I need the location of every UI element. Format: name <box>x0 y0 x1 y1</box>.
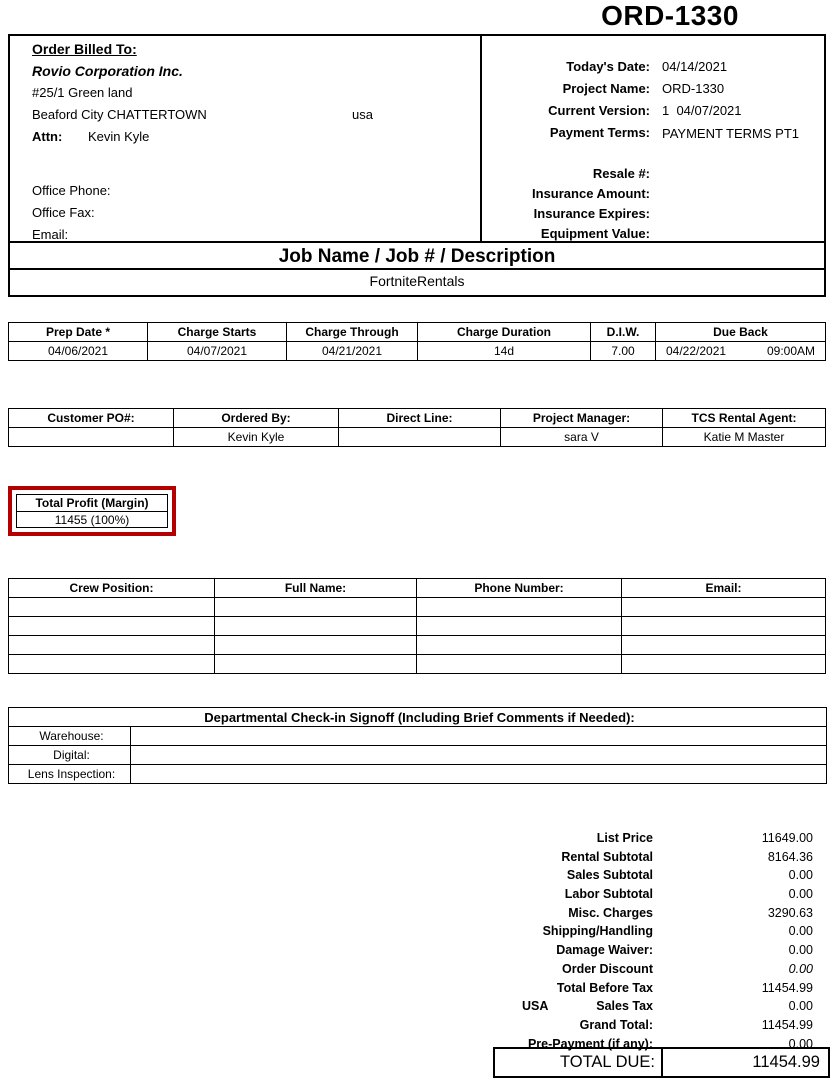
crew-empty-row <box>9 655 826 674</box>
list-price-value: 11649.00 <box>761 831 813 845</box>
spacer <box>32 148 480 180</box>
attn-label: Attn: <box>32 129 63 144</box>
total-before-tax-label: Total Before Tax <box>556 980 653 995</box>
billing-header-cells <box>10 36 824 241</box>
due-back-time: 09:00AM <box>766 344 815 358</box>
pre-payment-value: 0.00 <box>788 1036 813 1051</box>
crew-empty-cell <box>622 598 826 617</box>
project-name-label: Project Name: <box>562 81 650 96</box>
list-price-label: List Price <box>596 831 653 845</box>
total-due-label: TOTAL DUE: <box>495 1049 663 1076</box>
payment-terms-label: Payment Terms: <box>549 125 650 140</box>
contacts-header-row <box>9 409 826 428</box>
info-row-equipment-value <box>482 224 824 244</box>
billed-to-country: usa <box>352 107 373 122</box>
digital-label: Digital: <box>9 746 131 765</box>
signoff-row-lens-inspection <box>9 765 827 784</box>
billed-to-section <box>10 36 480 241</box>
crew-position-header: Crew Position: <box>9 579 215 598</box>
equipment-value-label: Equipment Value: <box>540 226 650 241</box>
billing-header-box <box>8 34 826 297</box>
crew-header-row <box>9 579 826 598</box>
totals-row-damage-waiver <box>8 941 813 960</box>
crew-empty-cell <box>622 636 826 655</box>
info-row-payment-terms <box>482 122 824 164</box>
totals-row-misc-charges <box>8 904 813 923</box>
crew-email-header: Email: <box>622 579 826 598</box>
ordered-by-header: Ordered By: <box>174 409 339 428</box>
sales-tax-value: 0.00 <box>788 999 813 1014</box>
crew-empty-cell <box>417 655 622 674</box>
crew-empty-cell <box>417 636 622 655</box>
order-discount-value: 0.00 <box>788 961 813 976</box>
charge-duration-header: Charge Duration <box>418 323 591 342</box>
sales-tax-region: USA <box>522 999 549 1014</box>
signoff-table <box>8 707 827 784</box>
totals-row-total-before-tax <box>8 979 813 998</box>
signoff-header-row <box>9 708 827 727</box>
totals-row-sales-subtotal <box>8 866 813 885</box>
info-row-insurance-expires <box>482 204 824 224</box>
current-version-value: 1 04/07/2021 <box>662 103 742 118</box>
prep-date-value: 04/06/2021 <box>9 342 148 361</box>
direct-line-value <box>339 428 501 447</box>
insurance-expires-label: Insurance Expires: <box>533 206 650 221</box>
charge-through-header: Charge Through <box>287 323 418 342</box>
phone-number-header: Phone Number: <box>417 579 622 598</box>
diw-header: D.I.W. <box>591 323 656 342</box>
email-label: Email: <box>32 227 69 242</box>
prep-date-header: Prep Date * <box>9 323 148 342</box>
crew-empty-cell <box>9 598 215 617</box>
payment-terms-value: PAYMENT TERMS PT1 <box>662 126 800 141</box>
crew-table <box>8 578 826 674</box>
job-name-value: FortniteRentals <box>10 268 824 291</box>
labor-subtotal-label: Labor Subtotal <box>564 887 653 902</box>
signoff-header: Departmental Check-in Signoff (Including Brief Comments if Needed): <box>9 708 827 727</box>
ordered-by-value: Kevin Kyle <box>174 428 339 447</box>
direct-line-header: Direct Line: <box>339 409 501 428</box>
damage-waiver-label: Damage Waiver: <box>556 943 653 958</box>
totals-section <box>8 829 826 1053</box>
todays-date-label: Today's Date: <box>566 59 650 74</box>
schedule-data-row <box>9 342 826 361</box>
insurance-amount-value <box>662 184 824 204</box>
order-info-section <box>480 36 824 241</box>
due-back-value <box>656 342 826 361</box>
rental-agent-header: TCS Rental Agent: <box>663 409 826 428</box>
diw-value: 7.00 <box>591 342 656 361</box>
crew-empty-cell <box>9 636 215 655</box>
shipping-handling-value: 0.00 <box>788 924 813 939</box>
resale-value <box>662 164 824 184</box>
digital-comment-cell <box>131 746 827 765</box>
totals-row-sales-tax <box>8 997 813 1016</box>
crew-empty-cell <box>417 617 622 636</box>
schedule-table <box>8 322 826 361</box>
job-section-header: Job Name / Job # / Description <box>10 241 824 268</box>
due-back-header: Due Back <box>656 323 826 342</box>
insurance-expires-value <box>662 204 824 224</box>
attn-value: Kevin Kyle <box>87 129 150 144</box>
totals-row-rental-subtotal <box>8 848 813 867</box>
damage-waiver-value: 0.00 <box>788 943 813 958</box>
total-due-value: 11454.99 <box>752 1053 820 1071</box>
charge-starts-value: 04/07/2021 <box>148 342 287 361</box>
crew-empty-cell <box>417 598 622 617</box>
sales-subtotal-value: 0.00 <box>788 868 813 883</box>
misc-charges-value: 3290.63 <box>767 905 813 920</box>
charge-through-value: 04/21/2021 <box>287 342 418 361</box>
billed-to-heading: Order Billed To: <box>32 41 137 57</box>
total-before-tax-value: 11454.99 <box>761 980 813 995</box>
crew-empty-row <box>9 617 826 636</box>
shipping-handling-label: Shipping/Handling <box>542 924 653 939</box>
project-manager-header: Project Manager: <box>501 409 663 428</box>
totals-row-shipping-handling <box>8 922 813 941</box>
crew-empty-cell <box>9 617 215 636</box>
crew-empty-cell <box>215 598 417 617</box>
office-phone-label: Office Phone: <box>32 183 111 198</box>
pre-payment-label: Pre-Payment (if any): <box>527 1036 653 1051</box>
totals-row-list-price <box>8 829 813 848</box>
lens-inspection-label: Lens Inspection: <box>9 765 131 784</box>
rental-subtotal-value: 8164.36 <box>767 849 813 864</box>
totals-row-grand-total <box>8 1016 813 1035</box>
due-back-date: 04/22/2021 <box>666 344 727 358</box>
customer-po-header: Customer PO#: <box>9 409 174 428</box>
total-profit-table <box>16 494 168 528</box>
signoff-row-digital <box>9 746 827 765</box>
crew-empty-row <box>9 598 826 617</box>
equipment-value-value <box>662 224 824 244</box>
total-profit-value: 11455 (100%) <box>17 512 168 528</box>
sales-subtotal-label: Sales Subtotal <box>566 868 653 883</box>
current-version-label: Current Version: <box>548 103 650 118</box>
document-title: ORD-1330 <box>601 0 739 31</box>
project-name-value: ORD-1330 <box>662 81 725 96</box>
billed-to-company: Rovio Corporation Inc. <box>32 63 183 79</box>
grand-total-label: Grand Total: <box>579 1017 653 1032</box>
contacts-data-row <box>9 428 826 447</box>
info-row-current-version <box>482 100 824 122</box>
billed-to-city: Beaford City CHATTERTOWN <box>32 107 207 122</box>
crew-empty-cell <box>215 636 417 655</box>
info-row-insurance-amount <box>482 184 824 204</box>
lens-inspection-comment-cell <box>131 765 827 784</box>
info-row-project-name <box>482 78 824 100</box>
labor-subtotal-value: 0.00 <box>788 887 813 902</box>
todays-date-value: 04/14/2021 <box>662 59 728 74</box>
insurance-amount-label: Insurance Amount: <box>532 186 650 201</box>
schedule-header-row <box>9 323 826 342</box>
totals-row-labor-subtotal <box>8 885 813 904</box>
warehouse-comment-cell <box>131 727 827 746</box>
billed-to-address1: #25/1 Green land <box>32 85 133 100</box>
project-manager-value: sara V <box>501 428 663 447</box>
crew-empty-cell <box>622 655 826 674</box>
grand-total-value: 11454.99 <box>761 1017 813 1032</box>
total-profit-header: Total Profit (Margin) <box>17 495 168 512</box>
attn-row <box>32 126 480 148</box>
rental-subtotal-label: Rental Subtotal <box>561 849 653 864</box>
misc-charges-label: Misc. Charges <box>568 905 653 920</box>
resale-label: Resale #: <box>592 166 650 181</box>
crew-empty-cell <box>622 617 826 636</box>
warehouse-label: Warehouse: <box>9 727 131 746</box>
signoff-row-warehouse <box>9 727 827 746</box>
crew-empty-cell <box>215 655 417 674</box>
crew-empty-row <box>9 636 826 655</box>
contacts-table <box>8 408 826 447</box>
info-row-todays-date <box>482 56 824 78</box>
info-row-resale <box>482 164 824 184</box>
charge-starts-header: Charge Starts <box>148 323 287 342</box>
sales-tax-label: Sales Tax <box>596 999 653 1014</box>
office-fax-label: Office Fax: <box>32 205 95 220</box>
crew-empty-cell <box>215 617 417 636</box>
full-name-header: Full Name: <box>215 579 417 598</box>
rental-agent-value: Katie M Master <box>663 428 826 447</box>
billed-to-address2-row <box>32 104 480 126</box>
order-discount-label: Order Discount <box>562 961 653 976</box>
totals-row-order-discount <box>8 960 813 979</box>
total-profit-highlight-box <box>8 486 176 536</box>
total-due-box <box>493 1047 830 1078</box>
customer-po-value <box>9 428 174 447</box>
charge-duration-value: 14d <box>418 342 591 361</box>
crew-empty-cell <box>9 655 215 674</box>
